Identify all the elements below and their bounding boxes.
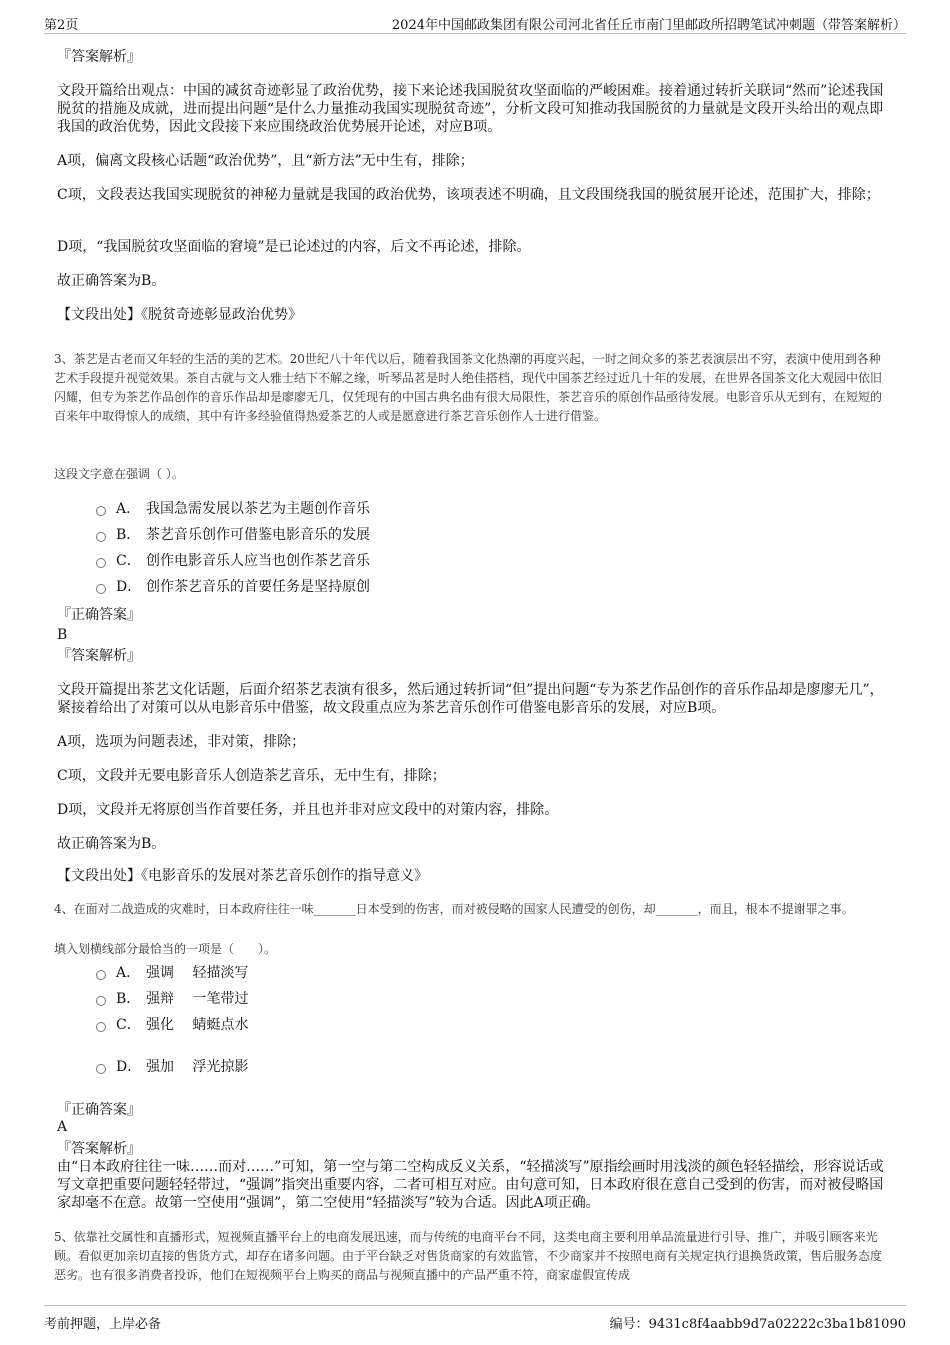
- q2-source-title: 《脱贫奇迹彰显政治优势》: [141, 307, 302, 323]
- q3-option-b[interactable]: B． 茶艺音乐创作可借鉴电影音乐的发展: [96, 525, 370, 545]
- q5-stem: 5、依靠社交属性和直播形式，短视频直播平台上的电商发展迅速，而与传统的电商平台不同，这类电商主要利用单品流量进行引导、推广，并吸引顾客来光顾。看似更加亲切直接的售货方式，却存在诸多问题。由于平台缺乏对售货商家的有效监管，不少商家并不按照电商有关规定执行退换货政策，售后服务态度恶劣。也有很多消费者投诉，他们在短视频平台上购买的商品与视频直播中的产品严重不符，商家虚假宣传成: [54, 1230, 883, 1282]
- radio-icon[interactable]: [96, 1064, 106, 1074]
- q2-source: [57, 306, 887, 324]
- page-header: [44, 14, 906, 32]
- q4-answer-label: 『正确答案』: [57, 1102, 141, 1118]
- q3-source-title: 《电影音乐的发展对茶艺音乐创作的指导意义》: [141, 868, 428, 884]
- q4-stem: 4、在面对二战造成的灾难时，日本政府往往一味_______日本受到的伤害，而对被侵略的国家人民遭受的创伤，却_______，而且，根本不提谢罪之事。: [54, 902, 854, 916]
- document-id: 编号：9431c8f4aabb9d7a02222c3ba1b81090: [609, 1317, 906, 1332]
- q3-analysis-label: 『答案解析』: [57, 648, 141, 664]
- radio-icon[interactable]: [96, 996, 106, 1006]
- q3-option-c[interactable]: C． 创作电影音乐人应当也创作茶艺音乐: [96, 551, 370, 571]
- q2-option-c-analysis: C项，文段表达我国实现脱贫的神秘力量就是我国的政治优势，该项表述不明确，且文段围绕我国的脱贫展开论述，范围扩大，排除；: [57, 187, 880, 203]
- q4-question: 填入划横线部分最恰当的一项是（ ）。: [54, 942, 277, 956]
- radio-icon[interactable]: [96, 970, 106, 980]
- q4-answer: A: [57, 1119, 68, 1135]
- document-title: 2024年中国邮政集团有限公司河北省任丘市南门里邮政所招聘笔试冲刺题（带答案解析）: [391, 18, 906, 33]
- q2-source-label: 【文段出处】: [57, 307, 141, 323]
- q3-stem: 3、茶艺是古老而又年轻的生活的美的艺术。20世纪八十年代以后，随着我国茶文化热潮的再度兴起，一时之间众多的茶艺表演层出不穷，表演中使用到各种艺术手段提升视觉效果。茶自古就与文人雅士结下不解之缘，听琴品茗是时人绝佳搭档，现代中国茶艺经过近几十年的发展，在世界各国茶文化大观园中依旧闪耀，但专为茶艺作品创作的音乐作品却是廖廖无几，仅凭现有的中国古典名曲有很大局限性，茶艺音乐的原创作品亟待发展。电影音乐从无到有，在短短的百来年中取得惊人的成绩，其中有许多经验值得热爱茶艺的人或是愿意进行茶艺音乐创作人士进行借鉴。: [54, 352, 883, 423]
- q4-analysis-label: 『答案解析』: [57, 1141, 141, 1157]
- footer-divider: [44, 1305, 906, 1306]
- q4-option-a[interactable]: A． 强调 轻描淡写: [96, 963, 248, 983]
- footer-slogan: 考前押题，上岸必备: [44, 1317, 162, 1332]
- q3-option-d[interactable]: D． 创作茶艺音乐的首要任务是坚持原创: [96, 577, 370, 597]
- radio-icon[interactable]: [96, 584, 106, 594]
- q2-analysis-label: 『答案解析』: [57, 49, 141, 65]
- q3-option-c-analysis: C项，文段并无要电影音乐人创造茶艺音乐，无中生有，排除；: [57, 768, 446, 784]
- q3-analysis-text: 文段开篇提出茶艺文化话题，后面介绍茶艺表演有很多，然后通过转折词“但”提出问题“专为茶艺作品创作的音乐作品却是廖廖无几”，紧接着给出了对策可以从电影音乐中借鉴，故文段重点应为茶艺音乐创作可借鉴电影音乐的发展，对应B项。: [57, 682, 884, 716]
- radio-icon[interactable]: [96, 506, 106, 516]
- radio-icon[interactable]: [96, 558, 106, 568]
- q4-option-c[interactable]: C． 强化 蜻蜓点水: [96, 1015, 248, 1035]
- q3-source-label: 【文段出处】: [57, 868, 141, 884]
- q2-analysis-text: 文段开篇给出观点：中国的减贫奇迹彰显了政治优势，接下来论述我国脱贫攻坚面临的严峻困难。接着通过转折关联词“然而”论述我国脱贫的措施及成就，进而提出问题“是什么力量推动我国实现脱贫奇迹”，分析文段可知推动我国脱贫的力量就是文段开头给出的观点即我国的政治优势，因此文段接下来应围绕政治优势展开论述，对应B项。: [57, 83, 884, 135]
- q2-conclusion: 故正确答案为B。: [57, 273, 166, 289]
- q3-conclusion: 故正确答案为B。: [57, 836, 166, 852]
- q3-answer-label: 『正确答案』: [57, 607, 141, 623]
- q3-question: 这段文字意在强调（ ）。: [54, 467, 184, 481]
- header-divider: [44, 33, 906, 34]
- q4-option-b[interactable]: B． 强辩 一笔带过: [96, 989, 248, 1009]
- radio-icon[interactable]: [96, 1022, 106, 1032]
- q3-answer: B: [57, 627, 68, 643]
- q2-option-d-analysis: D项，“我国脱贫攻坚面临的窘境”是已论述过的内容，后文不再论述，排除。: [57, 239, 531, 255]
- radio-icon[interactable]: [96, 532, 106, 542]
- q3-source: [57, 867, 887, 885]
- page-number: 第2页: [44, 18, 79, 33]
- q4-analysis-text: 由“日本政府往往一味……而对……”可知，第一空与第二空构成反义关系，“轻描淡写”原指绘画时用浅淡的颜色轻轻描绘，形容说话或写文章把重要问题轻轻带过，“强调”指突出重要内容，二者可相互对应。由句意可知，日本政府很在意自己受到的伤害，而对被侵略国家却毫不在意。故第一空使用“强调”，第二空使用“轻描淡写”较为合适。因此A项正确。: [57, 1159, 884, 1211]
- q4-option-d[interactable]: D． 强加 浮光掠影: [96, 1057, 248, 1077]
- q3-option-d-analysis: D项，文段并无将原创当作首要任务，并且也并非对应文段中的对策内容，排除。: [57, 802, 559, 818]
- q2-option-a-analysis: A项，偏离文段核心话题“政治优势”，且“新方法”无中生有，排除；: [57, 153, 474, 169]
- q3-option-a-analysis: A项，选项为问题表述，非对策，排除；: [57, 734, 306, 750]
- q3-option-a[interactable]: A． 我国急需发展以茶艺为主题创作音乐: [96, 499, 370, 519]
